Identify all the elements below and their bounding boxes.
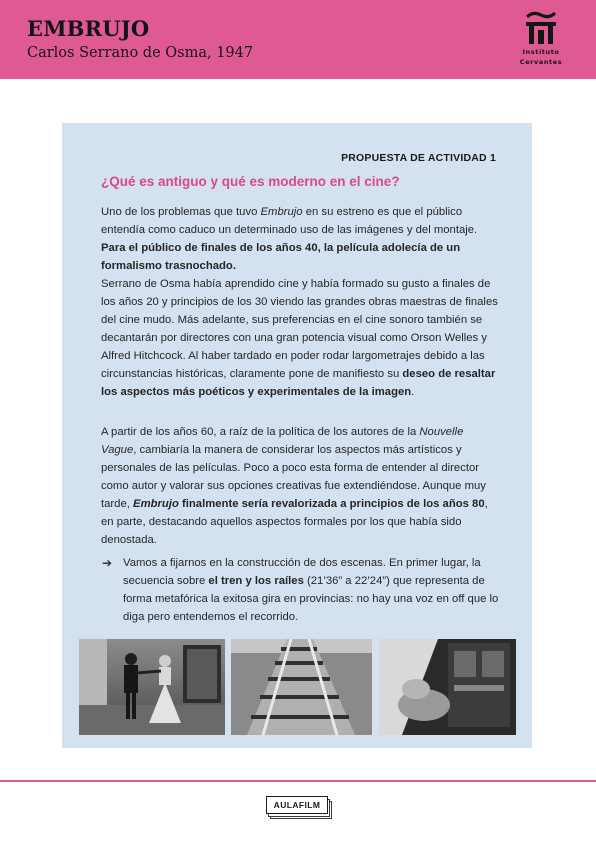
document-subtitle: Carlos Serrano de Osma, 1947 — [27, 45, 254, 61]
p1-text: Uno de los problemas que tuvo — [101, 206, 261, 218]
p3-nouvelle-vague: Nouvelle Vague — [101, 426, 464, 456]
p2-emphasis: deseo de resaltar los aspectos más poéticos y experimentales de la imagen — [101, 368, 496, 398]
paragraph-1 — [101, 203, 501, 275]
aulafilm-logo — [266, 796, 332, 820]
bullet-emphasis: el tren y los raíles — [208, 575, 304, 587]
p3-text-cont: , cambiaría la manera de considerar los aspectos más artísticos y personales de las películas. Poco a poco esta forma de entender al director como autor y valorar sus opciones creativas fue extendiéndose. Aunque muy tarde, — [101, 444, 486, 510]
instituto-cervantes-logo — [510, 10, 572, 68]
still-railway-tracks — [231, 639, 372, 735]
activity-panel — [62, 123, 532, 748]
p1-emphasis: Para el público de finales de los años 40, la película adolecía de un formalismo trasnochado. — [101, 242, 461, 272]
activity-label: PROPUESTA DE ACTIVIDAD 1 — [341, 152, 496, 164]
film-stills — [79, 639, 516, 735]
p3-text: A partir de los años 60, a raíz de la política de los autores de la — [101, 426, 420, 438]
p2-text: Serrano de Osma había aprendido cine y había formado su gusto a finales de los años 20 y principios de los 30 viendo las grandes obras maestras de finales del cine mudo. Más adelante, sus preferencias en el cine sonoro también se decantarán por directores con una gran potencia visual como Orson Welles y Alfred Hitchcock. Al haber tardado en poder rodar largometrajes debido a las circunstancias históricas, claramente pone de manifiesto su — [101, 278, 498, 380]
bullet-text-a: Vamos a fijarnos en la construcción de dos escenas. En primer lugar, la secuencia sobre — [123, 557, 481, 587]
p2-end: . — [411, 386, 415, 398]
cervantes-emblem-icon — [524, 10, 558, 46]
p1-text-cont: en su estreno es que el público entendía como caduco un determinado uso de las imágenes y del montaje. — [101, 206, 478, 236]
paragraph-3 — [101, 423, 501, 549]
p3-emphasis: finalmente sería revalorizada a principios de los años 80 — [178, 498, 485, 510]
p3-film-title: Embrujo — [133, 498, 179, 510]
still-train — [378, 639, 516, 735]
header-band — [0, 0, 596, 79]
still-dancers — [79, 639, 225, 735]
document-title: EMBRUJO — [27, 16, 150, 41]
arrow-right-icon: ➔ — [102, 556, 113, 570]
activity-question: ¿Qué es antiguo y qué es moderno en el cine? — [101, 174, 400, 189]
logo-text-instituto: Instituto — [522, 48, 560, 56]
p3-end: , en parte, destacando aquellos aspectos formales por los que había sido denostada. — [101, 498, 488, 546]
logo-text-cervantes: Cervantes — [519, 58, 563, 66]
aulafilm-logo-text: AULAFILM — [266, 796, 328, 814]
footer-divider — [0, 780, 596, 782]
paragraph-2 — [101, 275, 501, 401]
p1-film-title: Embrujo — [260, 206, 303, 218]
bullet-text — [123, 554, 503, 626]
bullet-text-c: (21’36” a 22’24”) que representa de forma metafórica la exitosa gira en provincias: no hay una voz en off que lo diga pero entendemos el recorrido. — [123, 575, 499, 623]
